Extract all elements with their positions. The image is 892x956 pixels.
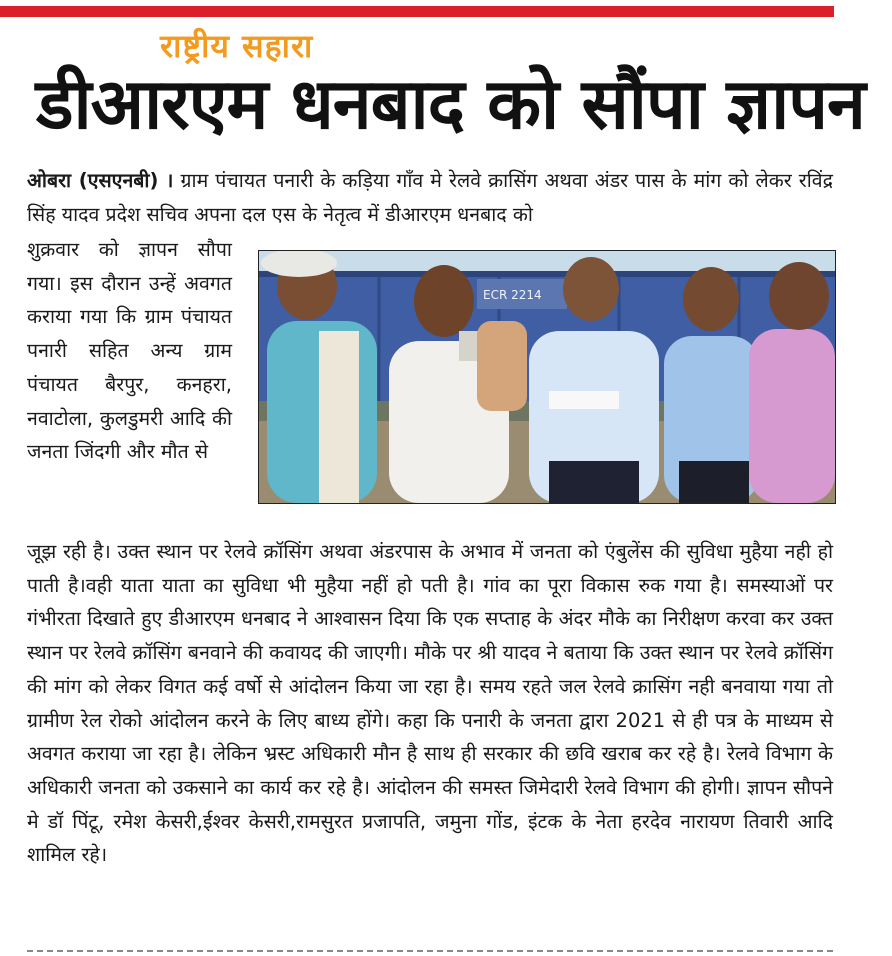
- top-red-bar: [0, 6, 834, 17]
- article-intro-text: ग्राम पंचायत पनारी के कड़िया गाँव मे रेलवे क्रासिंग अथवा अंडर पास के मांग को लेकर रविंद्र सिंह यादव प्रदेश सचिव अपना दल एस के नेतृत्व में डीआरएम धनबाद को: [27, 169, 833, 226]
- news-photo: [258, 250, 836, 504]
- article-dateline: ओबरा (एसएनबी) ।: [27, 169, 174, 192]
- article-intro: [27, 164, 833, 231]
- newspaper-masthead: राष्ट्रीय सहारा: [160, 27, 314, 65]
- article-headline: डीआरएम धनबाद को सौंपा ज्ञापन: [36, 63, 865, 145]
- photo-illustration: [259, 251, 835, 503]
- bottom-divider: [27, 950, 833, 952]
- wagon-text: ECR 2214: [483, 288, 542, 302]
- article-left-column: शुक्रवार को ज्ञापन सौपा गया। इस दौरान उन्हें अवगत कराया गया कि ग्राम पंचायत पनारी सहित अन्य ग्राम पंचायत बैरपुर, कनहरा, नवाटोला, कुलडुमरी आदि की जनता जिंदगी और मौत से: [27, 238, 232, 464]
- article-body: जूझ रही है। उक्त स्थान पर रेलवे क्रॉसिंग अथवा अंडरपास के अभाव में जनता को एंबुलेंस की सुविधा मुहैया नही हो पाती है।वही याता याता का सुविधा भी मुहैया नहीं हो पती है। गांव का पूरा विकास रुक गया है। समस्याओं पर गंभीरता दिखाते हुए डीआरएम धनबाद ने आश्वासन दिया कि एक सप्ताह के अंदर मौके का निरीक्षण करवा कर उक्त स्थान पर रेलवे क्रॉसिंग बनवाने की कवायद की जाएगी। मौके पर श्री यादव ने बताया कि उक्त स्थान पर रेलवे क्रॉसिंग की मांग को लेकर विगत कई वर्षो से आंदोलन किया जा रहा है। समय रहते जल रेलवे क्रासिंग नही बनवाया गया तो ग्रामीण रेल रोको आंदोलन करने के लिए बाध्य होंगे। कहा कि पनारी के जनता द्वारा 2021 से ही पत्र के माध्यम से अवगत कराया जा रहा है। लेकिन भ्रस्ट अधिकारी मौन है साथ ही सरकार की छवि खराब कर रहे है। रेलवे विभाग के अधिकारी जनता को उकसाने का कार्य कर रहे है। आंदोलन की समस्त जिमेदारी रेलवे विभाग की होगी। ज्ञापन सौपने मे डॉ पिंटू, रमेश केसरी,ईश्वर केसरी,रामसुरत प्रजापति, जमुना गोंड, इंटक के नेता हरदेव नारायण तिवारी आदि शामिल रहे।: [27, 540, 833, 867]
